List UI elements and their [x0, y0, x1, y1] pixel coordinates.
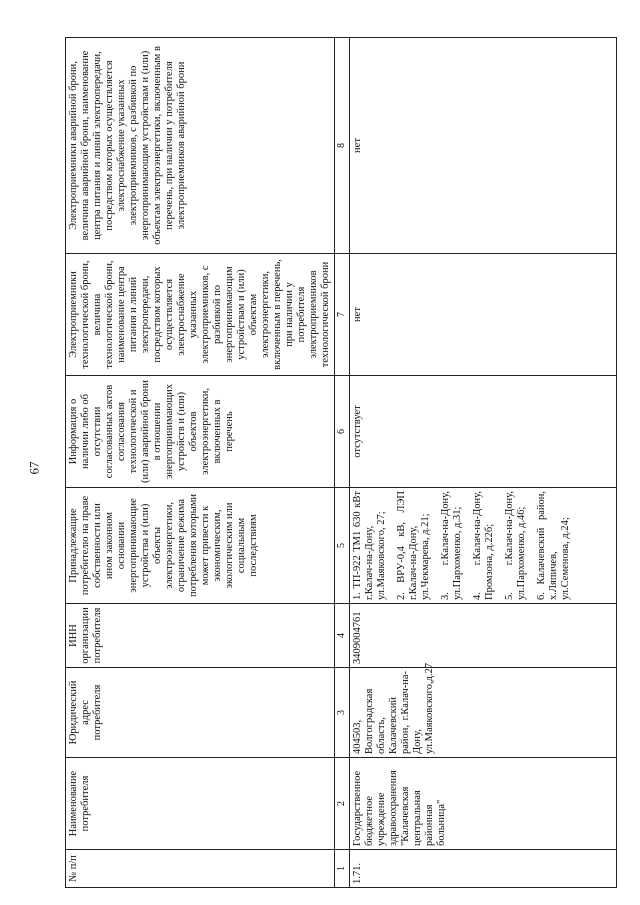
row-number: 1.71. [350, 850, 617, 888]
acts-info-value: отсутствует [350, 376, 617, 488]
device-item: 1. ТП-922 ТМ1 630 кВт г.Калач-на-Дону, ул.Маяковского, 27; [352, 491, 387, 600]
header-number: № п/п [66, 850, 335, 888]
device-item: 3. г.Калач-на-Дону, ул.Пархоменко, д.31; [440, 491, 463, 600]
device-item: 5. г.Калач-на-Дону, ул.Пархоменко, д.46; [504, 491, 527, 600]
device-item: 6. Калачевский район, х.Ляпичев, ул.Семенова, д.24; [536, 491, 571, 600]
consumer-name: Государственное бюджетное учреждение здравоохранения "Калачевская центральная районная больница" [350, 758, 617, 850]
column-number: 6 [335, 376, 350, 488]
header-emergency-reserve: Электроприемники аварийной брони, величина аварийной брони, наименование центра питания и линий электропередачи, посредством которых осуществляется электроснабжение указанных электроприемников, с разбивкой по энергопринимающим устройствам и (или) объектам электроэнергетики, включенным в перечень, при наличии у потребителя электроприемников аварийной брони [66, 38, 335, 254]
column-number: 4 [335, 604, 350, 668]
column-number: 2 [335, 758, 350, 850]
header-consumer-name: Наименование потребителя [66, 758, 335, 850]
header-legal-address: Юридический адрес потребителя [66, 668, 335, 758]
header-tech-reserve: Электроприемники технологической брони, величина технологической брони, наименование центра питания и линий электропередачи, посредством которых осуществляется электроснабжение указанных электроприемников, с разбивкой по энергопринимающим устройствам и (или) объектам электроэнергетики, включенным в перечень, при наличии у потребителя электроприемников технологической брони [66, 254, 335, 376]
page-number: 67 [26, 461, 42, 475]
column-number: 7 [335, 254, 350, 376]
emergency-reserve-value: нет [350, 38, 617, 254]
tech-reserve-value: нет [350, 254, 617, 376]
column-number: 3 [335, 668, 350, 758]
table-header-row [66, 38, 335, 888]
header-devices: Принадлежащие потребителю на праве собственности или ином законном основании энергопринимающие устройства и (или) объекты электроэнергетики, ограничение режима потребления которыми может привести к экономическим, экологическим или социальным последствиям [66, 488, 335, 604]
header-inn: ИНН организации потребителя [66, 604, 335, 668]
rotated-table-container [65, 38, 585, 888]
table-row [350, 38, 617, 888]
inn-value: 3409004761 [350, 604, 617, 668]
header-acts-info: Информация о наличии либо об отсутствии согласованных актов согласования технологической и (или) аварийной брони в отношении энергопринимающих устройств и (или) объектов электроэнергетики, включенных в перечень [66, 376, 335, 488]
column-number: 1 [335, 850, 350, 888]
device-item: 4. г.Калач-на-Дону, Промзона, д.22б; [472, 491, 495, 600]
legal-address: 404503, Волгоградская область, Калачевский район, г.Калач-на-Дону, ул.Маяковского,д.27 [350, 668, 617, 758]
column-number-row [335, 38, 350, 888]
devices-list [350, 488, 617, 604]
column-number: 8 [335, 38, 350, 254]
device-item: 2. ВРУ-0,4 кВ, ЛЭП г.Калач-на-Дону, ул.Чекмарева, д.21; [396, 491, 431, 600]
consumer-table [65, 37, 617, 888]
column-number: 5 [335, 488, 350, 604]
